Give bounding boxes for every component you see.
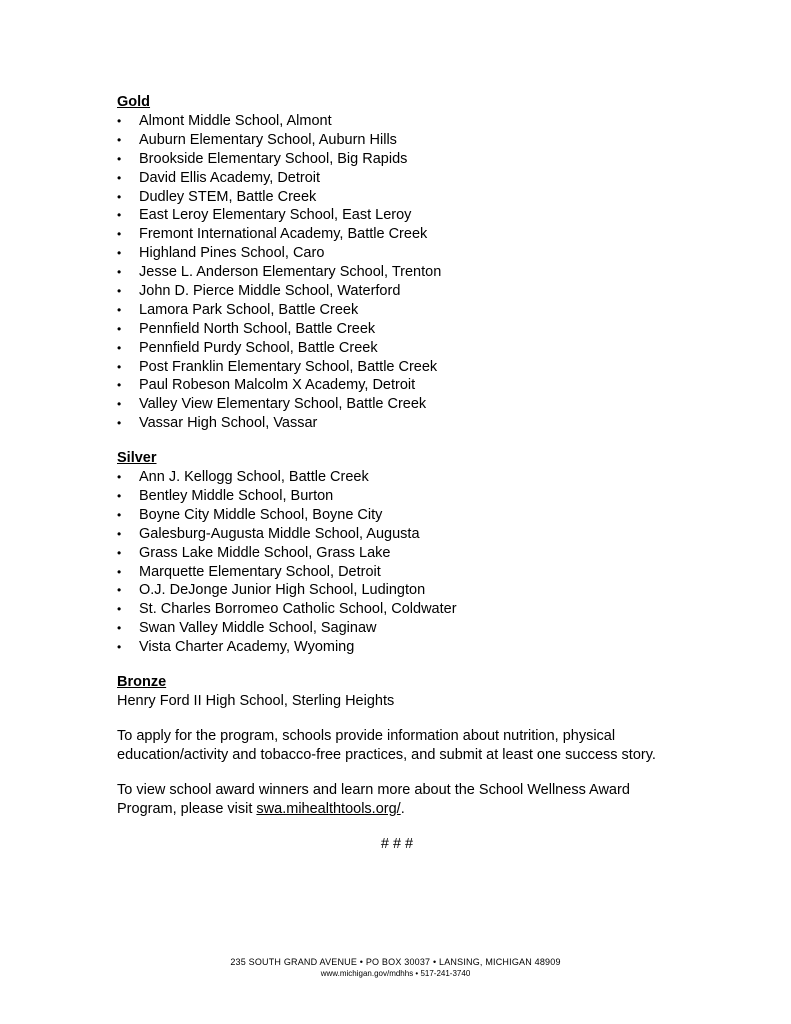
school-name: Auburn Elementary School, Auburn Hills (139, 131, 397, 148)
school-name: Lamora Park School, Battle Creek (139, 301, 359, 318)
bullet-icon: • (117, 489, 122, 504)
bullet-icon: • (117, 416, 122, 431)
footer-web-phone: www.michigan.gov/mdhhs • 517-241-3740 (320, 969, 471, 978)
bullet-icon: • (117, 545, 122, 560)
school-name: Highland Pines School, Caro (139, 245, 325, 262)
school-name: St. Charles Borromeo Catholic School, Coldwater (139, 601, 457, 618)
school-name: Bentley Middle School, Burton (139, 488, 334, 505)
gold-school-list (117, 112, 677, 433)
list-item (117, 131, 677, 150)
list-item (117, 600, 677, 619)
school-name: Swan Valley Middle School, Saginaw (139, 620, 377, 637)
list-item (117, 339, 677, 358)
list-item (117, 150, 677, 169)
list-item (117, 414, 677, 433)
school-name: Vista Charter Academy, Wyoming (139, 639, 355, 656)
list-item (117, 506, 677, 525)
bullet-icon: • (117, 397, 122, 412)
bullet-icon: • (117, 227, 122, 242)
letterhead-footer (0, 956, 791, 979)
view-winners-paragraph (117, 781, 662, 819)
school-name: Brookside Elementary School, Big Rapids (139, 150, 408, 167)
bronze-school: Henry Ford II High School, Sterling Heights (117, 693, 395, 710)
bullet-icon: • (117, 470, 122, 485)
bullet-icon: • (117, 114, 122, 128)
silver-heading: Silver (117, 450, 157, 467)
bullet-icon: • (117, 132, 122, 147)
list-item (117, 468, 677, 487)
list-item (117, 169, 677, 188)
school-name: Galesburg-Augusta Middle School, Augusta (139, 525, 420, 542)
bullet-icon: • (117, 321, 122, 336)
list-item (117, 282, 677, 301)
bullet-icon: • (117, 151, 122, 166)
school-name: Boyne City Middle School, Boyne City (139, 506, 383, 523)
list-item (117, 563, 677, 582)
school-name: Dudley STEM, Battle Creek (139, 188, 317, 205)
school-name: Vassar High School, Vassar (139, 415, 318, 432)
end-mark: # # # (380, 836, 414, 853)
school-name: Pennfield North School, Battle Creek (139, 320, 376, 337)
list-item (117, 376, 677, 395)
bullet-icon: • (117, 564, 122, 579)
school-name: Valley View Elementary School, Battle Creek (139, 396, 427, 413)
bullet-icon: • (117, 246, 122, 261)
school-name: David Ellis Academy, Detroit (139, 169, 321, 186)
bullet-icon: • (117, 302, 122, 317)
view-winners-text: To view school award winners and learn more about the School Wellness Award Program, please visit (117, 782, 630, 818)
bullet-icon: • (117, 640, 122, 655)
school-name: Fremont International Academy, Battle Creek (139, 226, 428, 243)
school-name: Grass Lake Middle School, Grass Lake (139, 544, 391, 561)
bullet-icon: • (117, 284, 122, 299)
list-item (117, 225, 677, 244)
school-name: John D. Pierce Middle School, Waterford (139, 283, 401, 300)
list-item (117, 188, 677, 207)
school-name: Jesse L. Anderson Elementary School, Trenton (139, 264, 442, 281)
list-item (117, 358, 677, 377)
school-name: Paul Robeson Malcolm X Academy, Detroit (139, 377, 416, 394)
list-item (117, 263, 677, 282)
program-website-link[interactable]: swa.mihealthtools.org/ (256, 801, 401, 818)
list-item (117, 581, 677, 600)
bullet-icon: • (117, 359, 122, 374)
list-item (117, 525, 677, 544)
bullet-icon: • (117, 378, 122, 393)
bullet-icon: • (117, 526, 122, 541)
bullet-icon: • (117, 265, 122, 280)
list-item (117, 244, 677, 263)
bullet-icon: • (117, 340, 122, 355)
list-item (117, 206, 677, 225)
school-name: Marquette Elementary School, Detroit (139, 563, 381, 580)
gold-heading: Gold (117, 94, 151, 110)
list-item (117, 112, 677, 131)
bullet-icon: • (117, 170, 122, 185)
list-item (117, 395, 677, 414)
list-item (117, 638, 677, 657)
school-name: East Leroy Elementary School, East Leroy (139, 207, 412, 224)
school-name: O.J. DeJonge Junior High School, Ludington (139, 582, 426, 599)
bronze-heading: Bronze (117, 674, 167, 691)
school-name: Pennfield Purdy School, Battle Creek (139, 339, 378, 356)
list-item (117, 320, 677, 339)
list-item (117, 619, 677, 638)
document-body (117, 93, 677, 854)
bullet-icon: • (117, 621, 122, 636)
bullet-icon: • (117, 583, 122, 598)
footer-address: 235 SOUTH GRAND AVENUE • PO BOX 30037 • LANSING, MICHIGAN 48909 (230, 957, 561, 967)
school-name: Ann J. Kellogg School, Battle Creek (139, 469, 369, 486)
list-item (117, 487, 677, 506)
bullet-icon: • (117, 507, 122, 522)
school-name: Post Franklin Elementary School, Battle Creek (139, 358, 438, 375)
silver-school-list (117, 468, 677, 657)
bullet-icon: • (117, 602, 122, 617)
bullet-icon: • (117, 208, 122, 223)
view-winners-period: . (400, 801, 405, 818)
school-name: Almont Middle School, Almont (139, 113, 332, 129)
apply-paragraph: To apply for the program, schools provide information about nutrition, physical education/activity and tobacco-free practices, and submit at least one success story. (117, 728, 656, 764)
list-item (117, 544, 677, 563)
bullet-icon: • (117, 189, 122, 204)
list-item (117, 301, 677, 320)
